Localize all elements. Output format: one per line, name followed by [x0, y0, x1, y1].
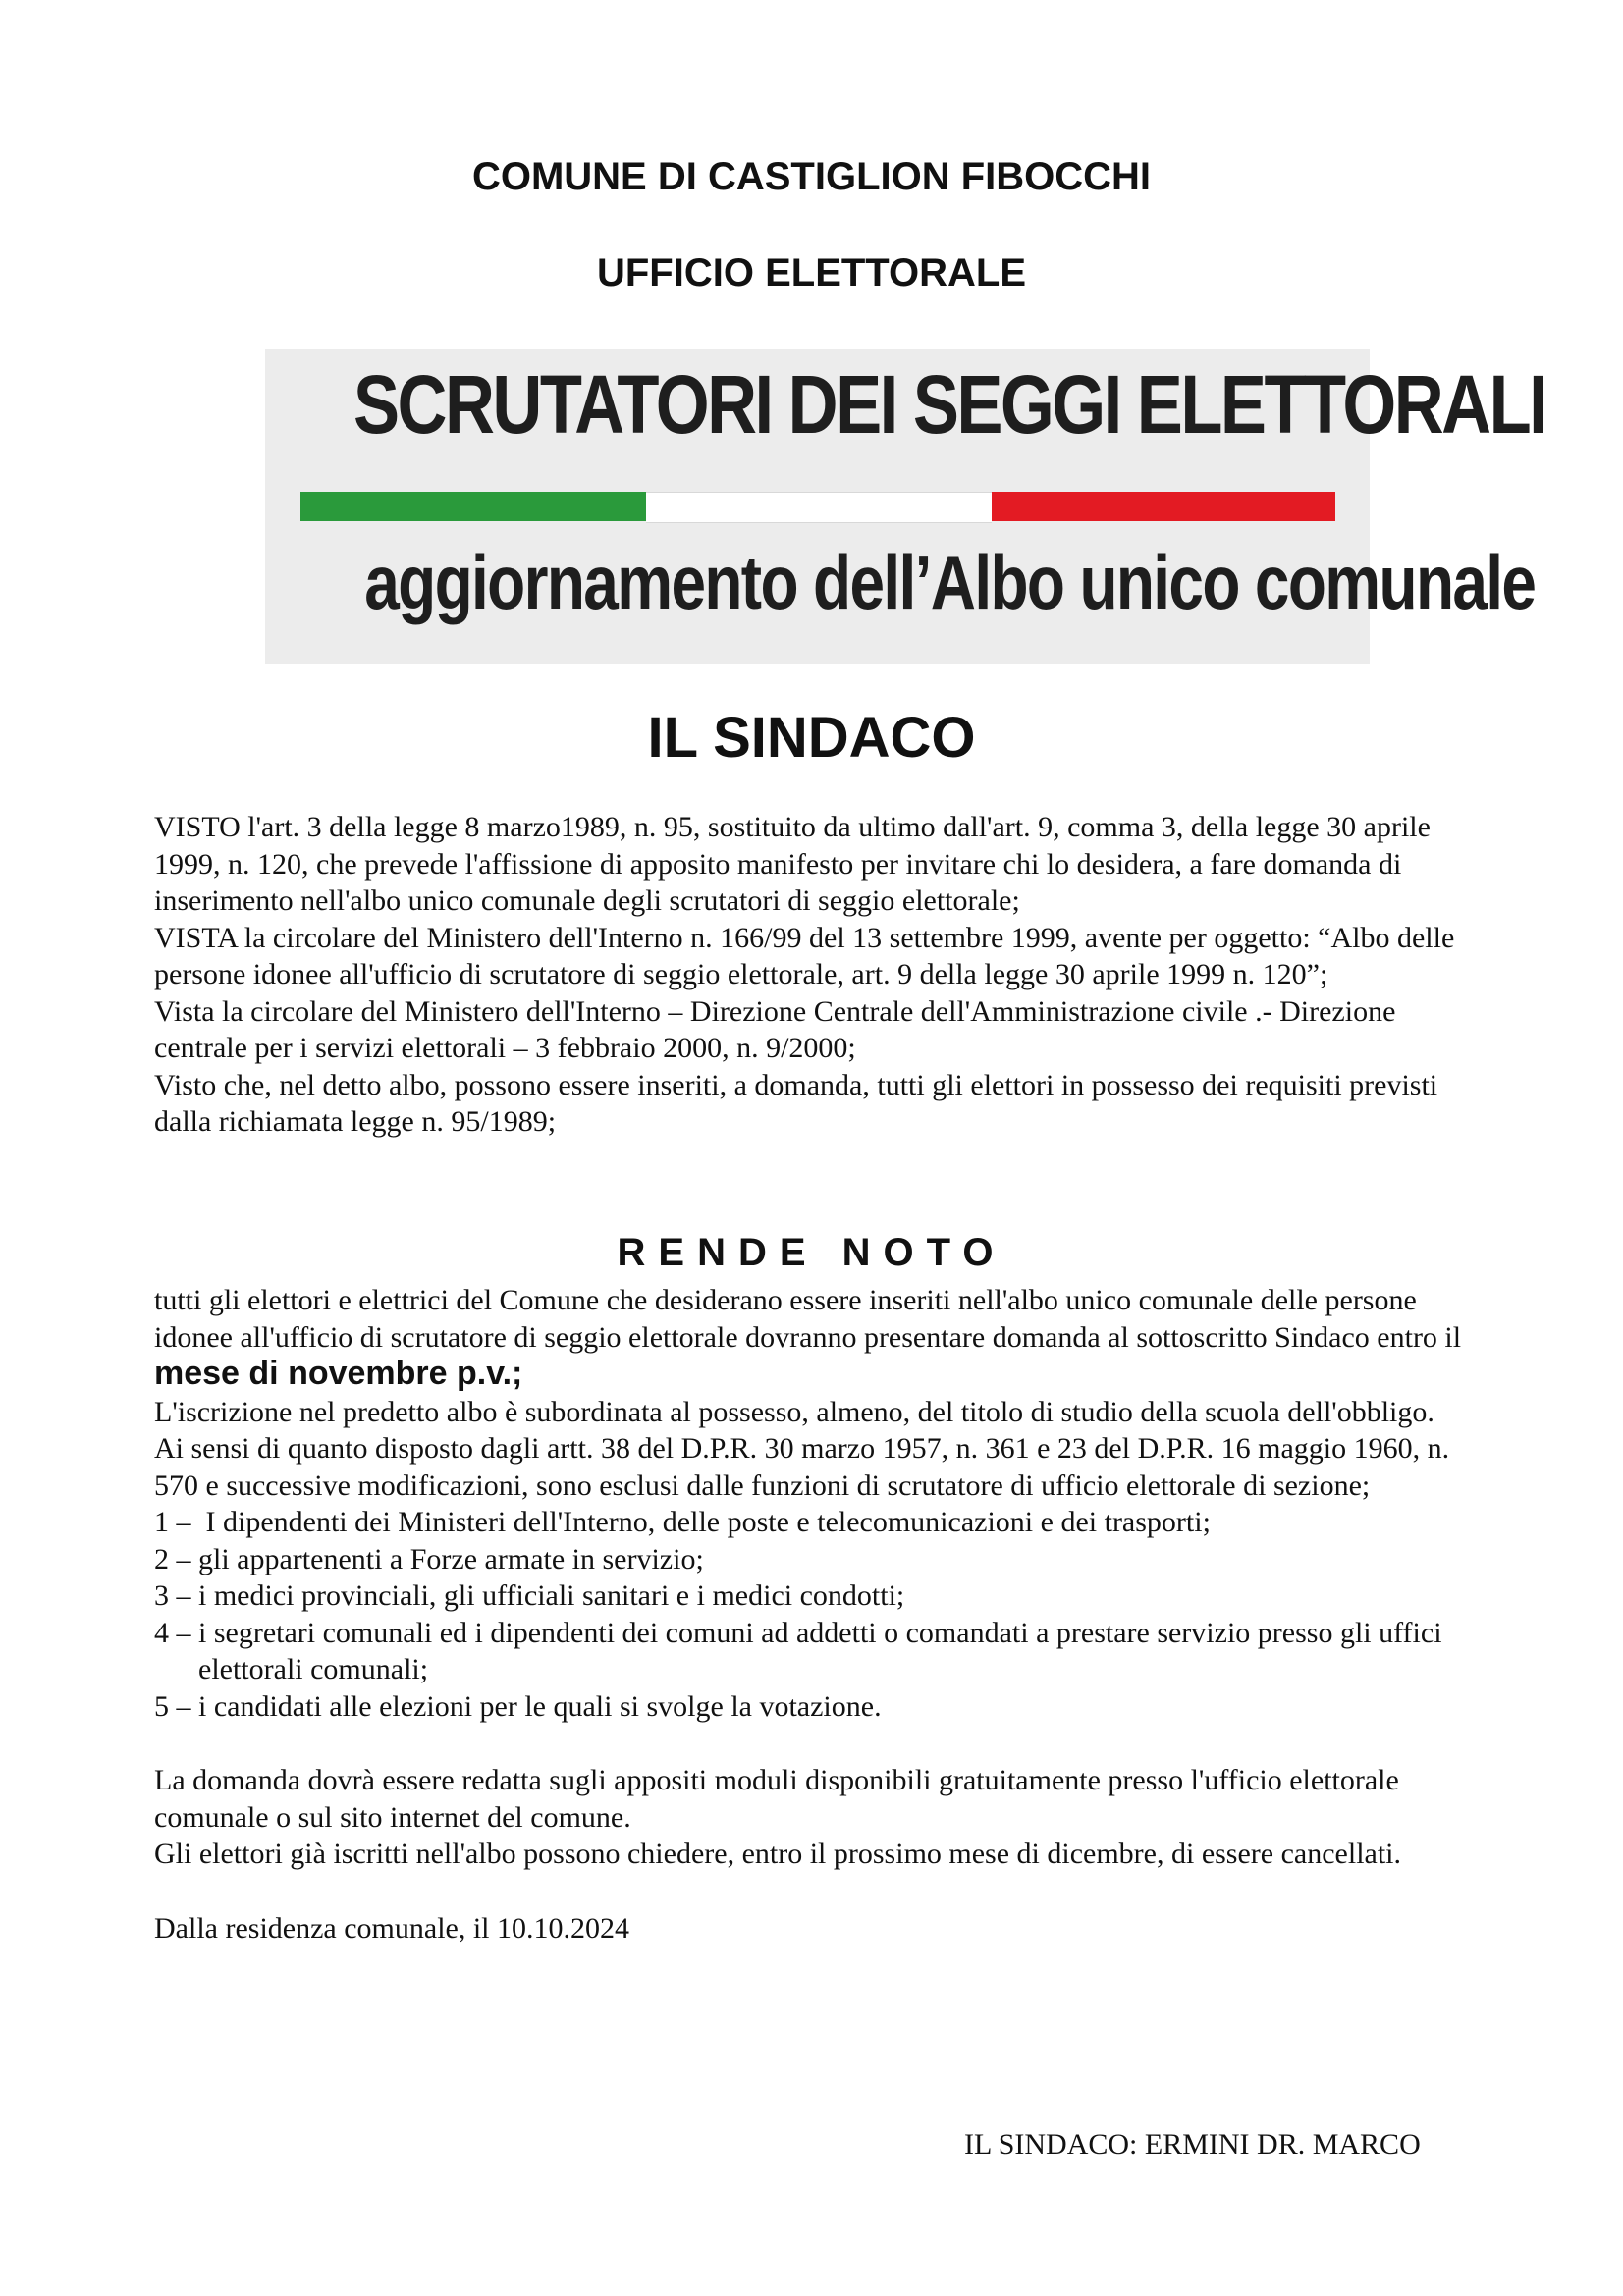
flag-green-stripe [300, 492, 646, 521]
deadline-highlight: mese di novembre p.v.; [154, 1355, 523, 1392]
exclusion-item [154, 1577, 1489, 1615]
banner-title: SCRUTATORI DEI SEGGI ELETTORALI [353, 358, 1546, 451]
exclusion-text: i candidati alle elezioni per le quali si svolge la votazione. [198, 1689, 882, 1723]
exclusion-text: gli appartenenti a Forze armate in servizio; [198, 1542, 704, 1575]
flag-red-stripe [992, 492, 1335, 521]
exclusion-item [154, 1688, 1489, 1726]
exclusion-text: i medici provinciali, gli ufficiali sanitari e i medici condotti; [198, 1579, 905, 1612]
exclusion-number: 1 – [154, 1506, 206, 1538]
notice-intro-paragraph [154, 1282, 1489, 1394]
notice-intro: tutti gli elettori e elettrici del Comune che desiderano essere inseriti nell'albo unico comunale delle persone idonee all'ufficio di scrutatore di seggio elettorale dovranno presentare domanda al sottoscritto Sindaco entro il [154, 1284, 1462, 1354]
premise-paragraph: VISTO l'art. 3 della legge 8 marzo1989, n. 95, sostituito da ultimo dall'art. 9, comma 3, della legge 30 aprile 1999, n. 120, che prevede l'affissione di apposito manifesto per invitare chi lo desidera, a fare domanda di inserimento nell'albo unico comunale degli scrutatori di seggio elettorale; [154, 811, 1431, 917]
exclusion-number: 5 – [154, 1689, 198, 1723]
exclusion-item [154, 1541, 1489, 1578]
notice-block [154, 1282, 1489, 1947]
flag-white-stripe [646, 492, 992, 523]
exclusion-item [154, 1504, 1489, 1541]
date-line: Dalla residenza comunale, il 10.10.2024 [154, 1911, 630, 1945]
requirement-paragraph: L'iscrizione nel predetto albo è subordinata al possesso, almeno, del titolo di studio della scuola dell'obbligo. [154, 1395, 1434, 1428]
sindaco-title: IL SINDACO [647, 706, 976, 770]
form-info-paragraph: La domanda dovrà essere redatta sugli appositi moduli disponibili gratuitamente presso l'ufficio elettorale comunale o sul sito internet del comune. [154, 1764, 1399, 1834]
exclusion-number: 2 – [154, 1542, 198, 1575]
exclusions-intro: Ai sensi di quanto disposto dagli artt. 38 del D.P.R. 30 marzo 1957, n. 361 e 23 del D.P.R. 16 maggio 1960, n. 570 e successive modificazioni, sono esclusi dalle funzioni di scrutatore di ufficio elettorale di sezione; [154, 1432, 1450, 1502]
exclusion-item [154, 1615, 1489, 1688]
municipality-heading: COMUNE DI CASTIGLION FIBOCCHI [471, 155, 1152, 198]
banner-subtitle: aggiornamento dell’Albo unico comunale [364, 539, 1536, 625]
premise-paragraph: Visto che, nel detto albo, possono essere inseriti, a domanda, tutti gli elettori in possesso dei requisiti previsti dalla richiamata legge n. 95/1989; [154, 1068, 1438, 1138]
banner-image [265, 349, 1546, 664]
exclusion-number: 3 – [154, 1579, 198, 1612]
exclusion-number: 4 – [154, 1616, 198, 1649]
premise-paragraph: VISTA la circolare del Ministero dell'Interno n. 166/99 del 13 settembre 1999, avente per oggetto: “Albo delle persone idonee all'ufficio di scrutatore di seggio elettorale, art. 9 della legge 30 aprile 1999 n. 120”; [154, 921, 1455, 990]
cancellation-paragraph: Gli elettori già iscritti nell'albo possono chiedere, entro il prossimo mese di dicembre, di essere cancellati. [154, 1838, 1402, 1870]
exclusion-text: I dipendenti dei Ministeri dell'Interno, delle poste e telecomunicazioni e dei trasporti; [205, 1506, 1211, 1538]
premise-paragraph: Vista la circolare del Ministero dell'Interno – Direzione Centrale dell'Amministrazione civile .- Direzione centrale per i servizi elettorali – 3 febbraio 2000, n. 9/2000; [154, 994, 1396, 1064]
rende-noto-heading: RENDE NOTO [617, 1231, 1006, 1274]
signature: IL SINDACO: ERMINI DR. MARCO [964, 2128, 1421, 2161]
exclusion-text: i segretari comunali ed i dipendenti dei comuni ad addetti o comandati a prestare servizio presso gli uffici elettorali comunali; [198, 1616, 1442, 1685]
spacer [154, 1725, 1489, 1762]
office-heading: UFFICIO ELETTORALE [596, 251, 1027, 294]
spacer [154, 1873, 1489, 1910]
premises-block [154, 809, 1489, 1141]
